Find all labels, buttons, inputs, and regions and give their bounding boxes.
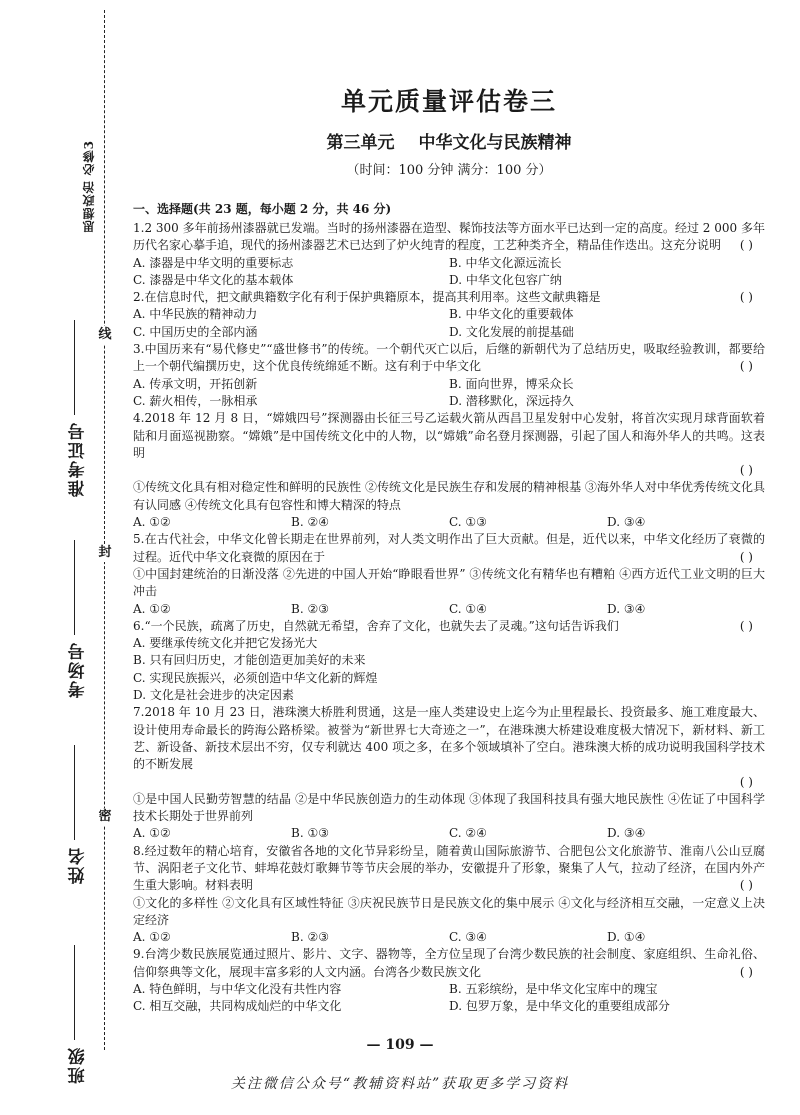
- option-a: A. 漆器是中华文明的重要标志: [133, 255, 294, 270]
- option-a: A. 要继承传统文化并把它发扬光大: [133, 636, 318, 651]
- answer-paren: ( ): [739, 549, 753, 564]
- question-stem: 5.在古代社会，中华文化曾长期走在世界前列，对人类文明作出了巨大贡献。但是，近代以来，中华文化经历了衰微的过程。近代中华文化衰微的原因在于: [133, 532, 765, 564]
- answer-paren: ( ): [739, 964, 753, 979]
- footer-promo: 关注微信公众号“教辅资料站”获取更多学习资料: [230, 1076, 570, 1092]
- question-4: [133, 410, 765, 531]
- option-b: B. 中华文化源远流长: [449, 255, 562, 270]
- name-field[interactable]: [64, 745, 92, 884]
- question-6: [133, 618, 765, 704]
- option-c: C. ①④: [449, 601, 487, 616]
- question-stem: 8.经过数年的精心培育，安徽省各地的文化节异彩纷呈，随着黄山国际旅游节、合肥包公文化旅游节、淮南八公山豆腐节、涡阳老子文化节、蚌埠花鼓灯歌舞节等节庆会展的举办，安徽提升了形象，聚集了人气，拉动了经济，在国内外产生重大影响。材料表明: [133, 843, 765, 893]
- question-stem: 1.2 300 多年前扬州漆器就已发端。当时的扬州漆器在造型、髹饰技法等方面水平已达到一定的高度。经过 2 000 多年历代名家心摹手追，现代的扬州漆器艺术已达到了炉火纯青的程度，工艺种类齐全，精品佳作迭出。这充分说明: [133, 221, 765, 253]
- question-stem: 4.2018 年 12 月 8 日，“嫦娥四号”探测器由长征三号乙运载火箭从西昌卫星发射中心发射，将首次实现月球背面软着陆和月面巡视勘察。“嫦娥”是中国传统文化中的人物，以“嫦娥”命名登月探测器，引起了国人和海外华人的共鸣。这表明: [133, 411, 765, 460]
- option-d: D. 文化是社会进步的决定因素: [133, 688, 294, 703]
- option-a: A. ①②: [133, 930, 171, 945]
- subject-label: 思想政治 必修3: [82, 140, 96, 233]
- option-b: B. 中华文化的重要载体: [449, 307, 574, 322]
- cut-word-close: 密: [96, 808, 114, 826]
- option-a: A. 传承文明，开拓创新: [133, 376, 258, 391]
- option-d: D. ③④: [607, 515, 646, 530]
- answer-paren: ( ): [739, 774, 753, 789]
- field-label: 准考证号: [68, 421, 89, 497]
- option-b: B. ②④: [291, 515, 329, 530]
- answer-paren: ( ): [739, 618, 753, 633]
- exam-room-field[interactable]: [64, 540, 92, 698]
- option-b: B. 只有回归历史，才能创造更加美好的未来: [133, 653, 366, 668]
- field-label: 班级: [68, 1046, 89, 1084]
- question-1: [133, 220, 765, 289]
- answer-paren: ( ): [739, 290, 753, 305]
- exam-number-field[interactable]: [64, 320, 92, 497]
- question-9: [133, 946, 765, 1015]
- question-statements: ①文化的多样性 ②文化具有区域性特征 ③庆祝民族节日是民族文化的集中展示 ④文化与经济相互交融，一定意义上决定经济: [133, 895, 765, 927]
- field-label: 考场号: [68, 641, 89, 698]
- question-stem: 3.中国历来有“易代修史”“盛世修书”的传统。一个朝代灭亡以后，后继的新朝代为了总结历史，吸取经验教训，都要给上一个朝代编撰历史，这个优良传统绵延不断。这有利于中华文化: [133, 342, 765, 374]
- option-d: D. 潜移默化，深远持久: [449, 393, 574, 408]
- question-stem: 7.2018 年 10 月 23 日，港珠澳大桥胜利贯通，这是一座人类建设史上迄今为止里程最长、投资最多、施工难度最大、设计使用寿命最长的跨海公路桥梁。被誉为“新世界七大奇迹之一”，在港珠澳大桥建设难度极大情况下，新材料、新工艺、新设备、新技术层出不穷，仅专利就达 400 项之多，在多个领域填补了空白。港珠澳大桥的成功说明我国科学技术的不断发展: [133, 705, 765, 772]
- page-number: — 109 —: [366, 1037, 434, 1053]
- option-b: B. 五彩缤纷，是中华文化宝库中的瑰宝: [449, 982, 658, 997]
- question-5: [133, 531, 765, 617]
- page-title: 单元质量评估卷三: [340, 87, 557, 116]
- option-d: D. ①④: [607, 930, 646, 945]
- option-a: A. 特色鲜明，与中华文化没有共性内容: [133, 982, 342, 997]
- question-statements: ①中国封建统治的日渐没落 ②先进的中国人开始“睁眼看世界” ③传统文化有精华也有糟粕 ④西方近代工业文明的巨大冲击: [133, 566, 765, 599]
- question-stem: 9.台湾少数民族展览通过照片、影片、文字、器物等，全方位呈现了台湾少数民族的社会制度、家庭组织、生命礼俗、信仰祭典等文化，展现丰富多彩的人文内涵。台湾各少数民族文化: [133, 947, 765, 979]
- option-c: C. 实现民族振兴，必须创造中华文化新的辉煌: [133, 670, 378, 685]
- question-3: [133, 341, 765, 410]
- option-c: C. ②④: [449, 826, 487, 841]
- section-heading: 一、选择题(共 23 题，每小题 2 分，共 46 分): [133, 202, 392, 216]
- option-a: A. 中华民族的精神动力: [133, 307, 258, 322]
- option-b: B. 面向世界，博采众长: [449, 376, 574, 391]
- question-stem: 6.“一个民族，疏离了历史，自然就无希望，舍弃了文化，也就失去了灵魂。”这句话告诉我们: [133, 618, 619, 633]
- time-info: （时间：100 分钟 满分：100 分）: [346, 163, 552, 178]
- option-d: D. ③④: [607, 601, 646, 616]
- question-8: [133, 843, 765, 947]
- option-c: C. 薪火相传，一脉相承: [133, 393, 258, 408]
- option-c: C. 中国历史的全部内涵: [133, 324, 258, 339]
- option-b: B. ②③: [291, 601, 329, 616]
- field-label: 姓名: [68, 846, 89, 884]
- option-d: D. ③④: [607, 826, 646, 841]
- option-d: D. 文化发展的前提基础: [449, 324, 574, 339]
- option-a: A. ①②: [133, 601, 171, 616]
- cut-word-seal: 封: [96, 544, 114, 562]
- option-c: C. 漆器是中华文化的基本载体: [133, 272, 294, 287]
- option-c: C. ③④: [449, 930, 487, 945]
- binding-margin: [0, 0, 120, 1115]
- answer-paren: ( ): [739, 238, 753, 253]
- option-d: D. 包罗万象，是中华文化的重要组成部分: [449, 999, 670, 1014]
- question-2: [133, 289, 765, 341]
- cut-line: [104, 10, 105, 1050]
- question-statements: ①是中国人民勤劳智慧的结晶 ②是中华民族创造力的生动体现 ③体现了我国科技具有强大地民族性 ④佐证了中国科学技术长期处于世界前列: [133, 791, 765, 824]
- option-b: B. ②③: [291, 930, 329, 945]
- cut-word-line: 线: [96, 326, 114, 344]
- question-stem: 2.在信息时代，把文献典籍数字化有利于保护典籍原本，提高其利用率。这些文献典籍是: [133, 290, 601, 305]
- question-7: [133, 704, 765, 842]
- question-statements: ①传统文化具有相对稳定性和鲜明的民族性 ②传统文化是民族生存和发展的精神根基 ③海外华人对中华优秀传统文化具有认同感 ④传统文化具有包容性和博大精深的特点: [133, 480, 765, 512]
- option-c: C. 相互交融，共同构成灿烂的中华文化: [133, 999, 342, 1014]
- option-d: D. 中华文化包容广纳: [449, 272, 562, 287]
- option-b: B. ①③: [291, 826, 329, 841]
- option-c: C. ①③: [449, 515, 487, 530]
- exam-content: [133, 82, 765, 1016]
- class-field[interactable]: [64, 945, 92, 1084]
- answer-paren: ( ): [739, 359, 753, 374]
- option-a: A. ①②: [133, 826, 171, 841]
- answer-paren: ( ): [739, 463, 753, 478]
- answer-paren: ( ): [739, 878, 753, 893]
- option-a: A. ①②: [133, 515, 171, 530]
- unit-title: 第三单元 中华文化与民族精神: [326, 133, 572, 153]
